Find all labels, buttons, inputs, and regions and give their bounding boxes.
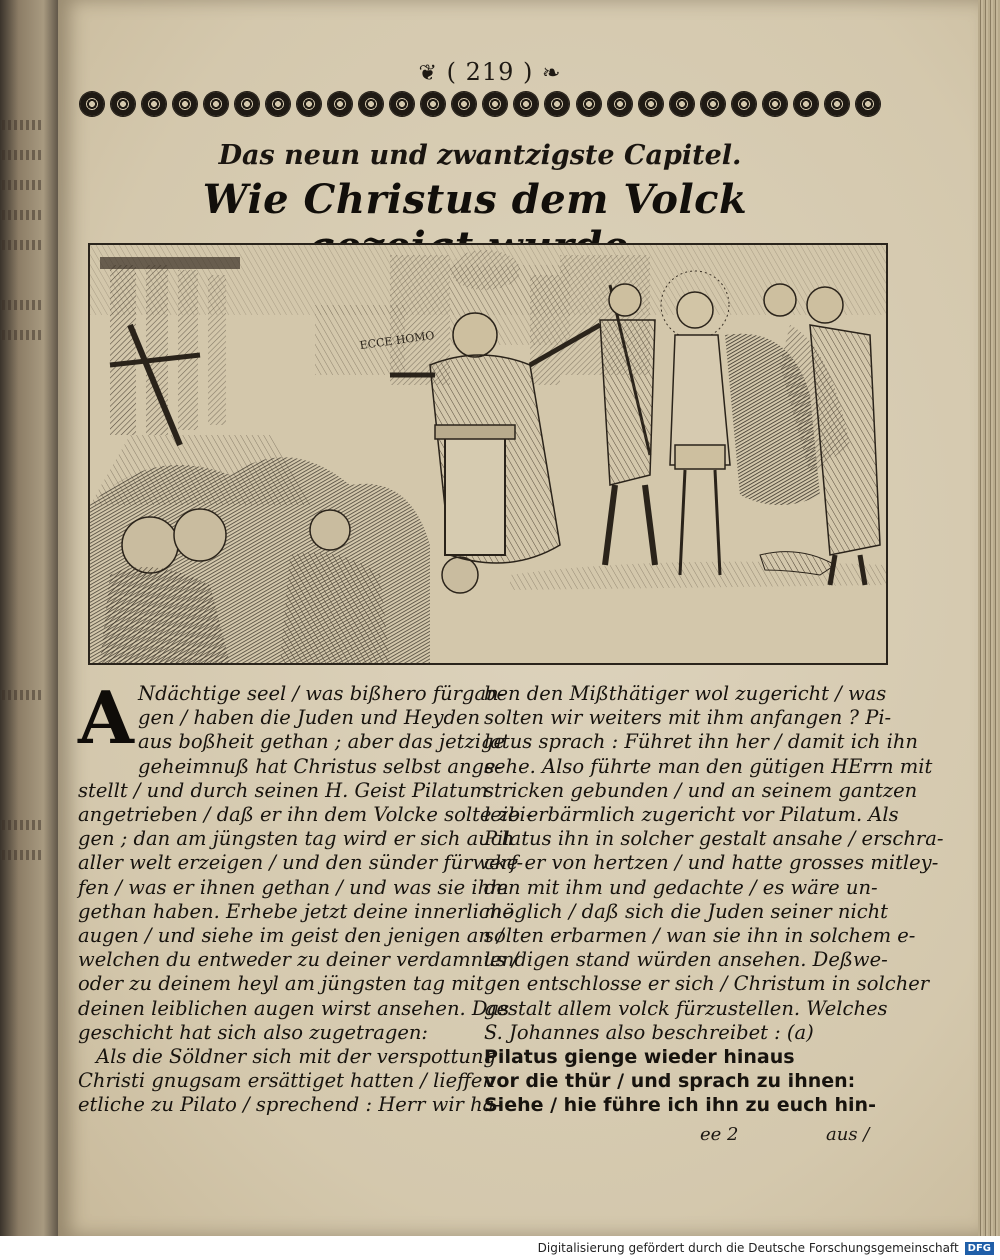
- text-line: solten erbarmen / wan sie ihn in solchem e-: [484, 924, 916, 948]
- text-line: geschicht hat sich also zugetragen:: [78, 1020, 429, 1044]
- scripture-quote-line: Siehe / hie führe ich ihn zu euch hin-: [484, 1094, 876, 1117]
- text-line: den mit ihm und gedachte / es wäre un-: [484, 875, 878, 899]
- chapter-heading: Das neun und zwantzigste Capitel.: [218, 140, 742, 171]
- rosette-ornament: [235, 92, 259, 116]
- rosette-ornament: [639, 92, 663, 116]
- ecce-homo-inscription: ECCE HOMO: [358, 328, 436, 353]
- rosette-ornament: [421, 92, 445, 116]
- text-line: sehe. Also führte man den gütigen HErrn mit: [484, 754, 933, 778]
- pedestal: [435, 425, 515, 555]
- text-line: stricken gebunden / und an seinem gantzen: [484, 778, 918, 802]
- rosette-ornament: [204, 92, 228, 116]
- rosette-ornament: [359, 92, 383, 116]
- text-line: Pilatus ihn in solcher gestalt ansahe / erschra-: [484, 827, 944, 851]
- rosette-ornament: [514, 92, 538, 116]
- rosette-ornament: [452, 92, 476, 116]
- text-line: gethan haben. Erhebe jetzt deine innerliche: [78, 899, 514, 923]
- scripture-quote-line: vor die thür / und sprach zu ihnen:: [484, 1070, 856, 1093]
- right-column-text: [484, 682, 944, 1118]
- text-line: aller welt erzeigen / und den sünder fürwerf-: [78, 851, 524, 875]
- ecce-homo-engraving: [88, 243, 888, 665]
- text-line: Als die Söldner sich mit der verspottung: [96, 1045, 497, 1069]
- engraving-illustration: [90, 245, 886, 663]
- text-line: cke er von hertzen / und hatte grosses mitley-: [484, 851, 939, 875]
- dfg-logo-icon: DFG: [965, 1242, 994, 1255]
- running-head: [405, 58, 575, 86]
- rosette-ornament: [856, 92, 880, 116]
- rosette-ornament: [390, 92, 414, 116]
- rosette-ornament: [111, 92, 135, 116]
- text-line: latus sprach : Führet ihn her / damit ich ihn: [484, 730, 918, 754]
- text-line: aus boßheit gethan ; aber das jetzige: [138, 730, 506, 754]
- rosette-ornament: [483, 92, 507, 116]
- scripture-quote-line: Pilatus gienge wieder hinaus: [484, 1046, 795, 1069]
- signature-mark: ee 2: [700, 1124, 739, 1145]
- rosette-ornament: [266, 92, 290, 116]
- rosette-ornament: [328, 92, 352, 116]
- rosette-border: [80, 92, 880, 118]
- text-line: oder zu deinem heyl am jüngsten tag mit: [78, 972, 484, 996]
- drop-cap: A: [78, 675, 134, 760]
- text-line: deinen leiblichen augen wirst ansehen. Das: [78, 996, 510, 1020]
- rosette-ornament: [670, 92, 694, 116]
- rosette-ornament: [763, 92, 787, 116]
- rosette-ornament: [297, 92, 321, 116]
- rosette-ornament: [142, 92, 166, 116]
- rosette-ornament: [545, 92, 569, 116]
- footer-credit: Digitalisierung gefördert durch die Deutsche Forschungsgemeinschaft: [537, 1241, 959, 1255]
- text-line: Ndächtige seel / was bißhero fürgan-: [138, 682, 506, 705]
- fleuron-left-icon: ❦: [418, 61, 438, 86]
- text-line: augen / und siehe im geist den jenigen an /: [78, 924, 504, 948]
- rosette-ornament: [732, 92, 756, 116]
- rosette-ornament: [173, 92, 197, 116]
- text-line: gen / haben die Juden und Heyden: [138, 706, 481, 730]
- text-line: welchen du entweder zu deiner verdamnus /: [78, 948, 519, 972]
- rosette-ornament: [608, 92, 632, 116]
- text-line: gestalt allem volck fürzustellen. Welches: [484, 996, 888, 1020]
- digitization-footer: [0, 1236, 1000, 1260]
- rosette-ornament: [825, 92, 849, 116]
- rosette-ornament: [80, 92, 104, 116]
- catchword: aus /: [826, 1124, 870, 1145]
- text-line: ben den Mißthätiger wol zugericht / was: [484, 682, 887, 705]
- text-line: solten wir weiters mit ihm anfangen ? Pi-: [484, 706, 892, 730]
- text-line: S. Johannes also beschreibet : (a): [484, 1020, 814, 1044]
- text-line: Christi gnugsam ersättiget hatten / lieffen: [78, 1069, 496, 1093]
- text-line: gen ; dan am jüngsten tag wird er sich auch: [78, 827, 515, 851]
- text-line: gen entschlosse er sich / Christum in solcher: [484, 972, 930, 996]
- text-line: stellt / und durch seinen H. Geist Pilatum: [78, 778, 489, 802]
- text-line: möglich / daß sich die Juden seiner nicht: [484, 899, 889, 923]
- text-line: lendigen stand würden ansehen. Deßwe-: [484, 948, 888, 972]
- text-line: etliche zu Pilato / sprechend : Herr wir ha-: [78, 1093, 501, 1117]
- rosette-ornament: [577, 92, 601, 116]
- previous-page-edge: [0, 0, 62, 1236]
- left-column-text: [78, 675, 533, 1118]
- text-line: angetrieben / daß er ihn dem Volcke solte zei-: [78, 803, 533, 827]
- fleuron-right-icon: ❧: [542, 61, 562, 86]
- text-line: geheimnuß hat Christus selbst ange-: [138, 754, 503, 778]
- page-number: ( 219 ): [446, 58, 534, 86]
- chapter-title: Wie Christus dem Volck: [202, 176, 748, 223]
- rosette-ornament: [794, 92, 818, 116]
- page-stack-edge: [978, 0, 1000, 1236]
- text-line: leib erbärmlich zugericht vor Pilatum. Als: [484, 803, 899, 827]
- rosette-ornament: [701, 92, 725, 116]
- text-line: fen / was er ihnen gethan / und was sie ihm: [78, 875, 509, 899]
